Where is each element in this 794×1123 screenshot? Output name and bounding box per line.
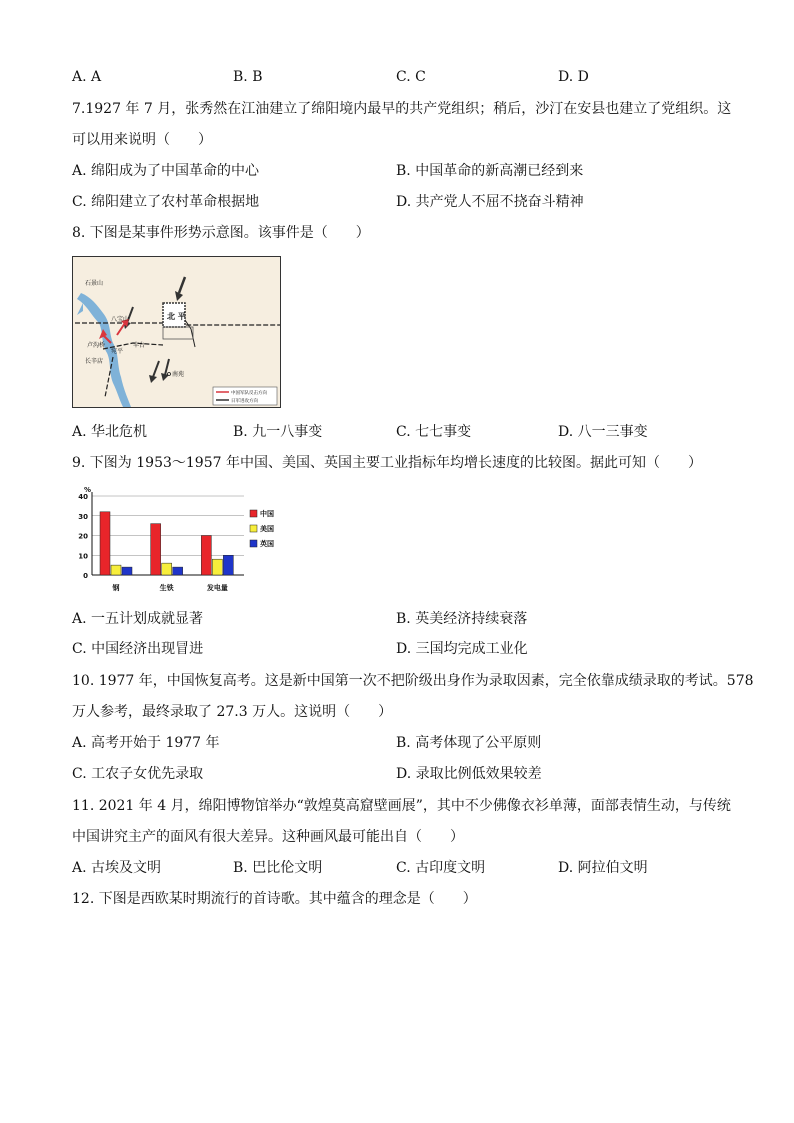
legend-china: 中国军队反击方向 bbox=[231, 391, 267, 396]
bar-中国-生铁 bbox=[151, 524, 161, 575]
growth-chart bbox=[72, 482, 292, 598]
legend-label-美国: 美国 bbox=[260, 525, 274, 533]
q10-option-b: B. 高考体现了公平原则 bbox=[396, 735, 542, 751]
legend-swatch-美国 bbox=[250, 525, 257, 532]
bar-美国-发电量 bbox=[212, 559, 222, 575]
option-d: D. D bbox=[558, 69, 589, 85]
bar-中国-发电量 bbox=[201, 536, 211, 576]
bar-英国-生铁 bbox=[173, 567, 183, 575]
q9-stem: 9. 下图为 1953～1957 年中国、美国、英国主要工业指标年均增长速度的比较图。据此可知（ ） bbox=[72, 455, 702, 471]
bar-中国-钢 bbox=[100, 512, 110, 575]
legend-label-英国: 英国 bbox=[260, 540, 274, 548]
y-tick-label: 40 bbox=[78, 493, 88, 501]
option-a: A. A bbox=[72, 69, 102, 85]
label-shijingshan: 石景山 bbox=[85, 280, 104, 287]
growth-chart-svg bbox=[72, 482, 292, 598]
q11-stem-line2: 中国讲究主产的面风有很大差异。这种画风最可能出自（ ） bbox=[72, 829, 464, 845]
q10-stem-line1: 10. 1977 年，中国恢复高考。这是新中国第一次不把阶级出身作为录取因素，完全依靠成绩录取的考试。578 bbox=[72, 673, 754, 689]
label-changxindian: 长辛店 bbox=[85, 358, 104, 365]
label-fengtai: 丰台 bbox=[133, 342, 146, 349]
beiping-label: 北 平 bbox=[167, 312, 186, 321]
option-b: B. B bbox=[233, 69, 263, 85]
bar-英国-发电量 bbox=[223, 555, 233, 575]
legend-label-中国: 中国 bbox=[260, 510, 274, 518]
y-tick-label: 10 bbox=[78, 552, 88, 561]
q7-option-c: C. 绵阳建立了农村革命根据地 bbox=[72, 194, 260, 210]
incident-map-svg bbox=[73, 257, 280, 407]
label-nanyuan: 南苑 bbox=[172, 371, 185, 378]
y-tick-label: 0 bbox=[83, 572, 88, 580]
legend-swatch-英国 bbox=[250, 540, 257, 547]
label-babaoshan: 八宝山 bbox=[111, 316, 130, 323]
q10-option-a: A. 高考开始于 1977 年 bbox=[72, 735, 220, 751]
q7-option-a: A. 绵阳成为了中国革命的中心 bbox=[72, 163, 260, 179]
y-tick-label: 20 bbox=[78, 532, 88, 541]
y-tick-label: 30 bbox=[78, 512, 88, 521]
bar-美国-生铁 bbox=[162, 563, 172, 575]
q11-option-b: B. 巴比伦文明 bbox=[233, 860, 323, 876]
label-lugouqiao: 卢沟桥 bbox=[87, 342, 106, 349]
legend-japan: 日军进攻方向 bbox=[231, 399, 258, 404]
q8-option-c: C. 七七事变 bbox=[396, 424, 472, 440]
bar-美国-钢 bbox=[111, 565, 121, 575]
q9-option-c: C. 中国经济出现冒进 bbox=[72, 641, 204, 657]
q8-option-d: D. 八一三事变 bbox=[558, 424, 648, 440]
q11-stem-line1: 11. 2021 年 4 月，绵阳博物馆举办“敦煌莫高窟壁画展”，其中不少佛像衣衫单薄，面部表情生动，与传统 bbox=[72, 798, 731, 814]
y-axis-label: % bbox=[84, 486, 92, 494]
q10-stem-line2: 万人参考，最终录取了 27.3 万人。这说明（ ） bbox=[72, 704, 393, 720]
q11-option-d: D. 阿拉伯文明 bbox=[558, 860, 648, 876]
q9-option-b: B. 英美经济持续衰落 bbox=[396, 611, 528, 627]
q8-option-a: A. 华北危机 bbox=[72, 424, 148, 440]
x-tick-label: 钢 bbox=[112, 584, 120, 592]
q9-option-a: A. 一五计划成就显著 bbox=[72, 611, 204, 627]
q10-option-d: D. 录取比例低效果较差 bbox=[396, 766, 542, 782]
q7-stem-line1: 7.1927 年 7 月，张秀然在江油建立了绵阳境内最早的共产党组织；稍后，沙汀在安县也建立了党组织。这 bbox=[72, 101, 732, 117]
q9-option-d: D. 三国均完成工业化 bbox=[396, 641, 528, 657]
q7-option-b: B. 中国革命的新高潮已经到来 bbox=[396, 163, 584, 179]
x-tick-label: 生铁 bbox=[159, 584, 174, 592]
option-c: C. C bbox=[396, 69, 426, 85]
q11-option-c: C. 古印度文明 bbox=[396, 860, 486, 876]
q7-option-d: D. 共产党人不屈不挠奋斗精神 bbox=[396, 194, 584, 210]
incident-map bbox=[72, 256, 281, 408]
q10-option-c: C. 工农子女优先录取 bbox=[72, 766, 204, 782]
q12-stem: 12. 下图是西欧某时期流行的首诗歌。其中蕴含的理念是（ ） bbox=[72, 891, 477, 907]
x-tick-label: 发电量 bbox=[206, 584, 228, 592]
legend-swatch-中国 bbox=[250, 510, 257, 517]
q8-stem: 8. 下图是某事件形势示意图。该事件是（ ） bbox=[72, 225, 370, 241]
q11-option-a: A. 古埃及文明 bbox=[72, 860, 162, 876]
q7-stem-line2: 可以用来说明（ ） bbox=[72, 132, 212, 148]
label-wanping: 宛平 bbox=[111, 348, 124, 355]
bar-英国-钢 bbox=[122, 567, 132, 575]
q8-option-b: B. 九一八事变 bbox=[233, 424, 323, 440]
